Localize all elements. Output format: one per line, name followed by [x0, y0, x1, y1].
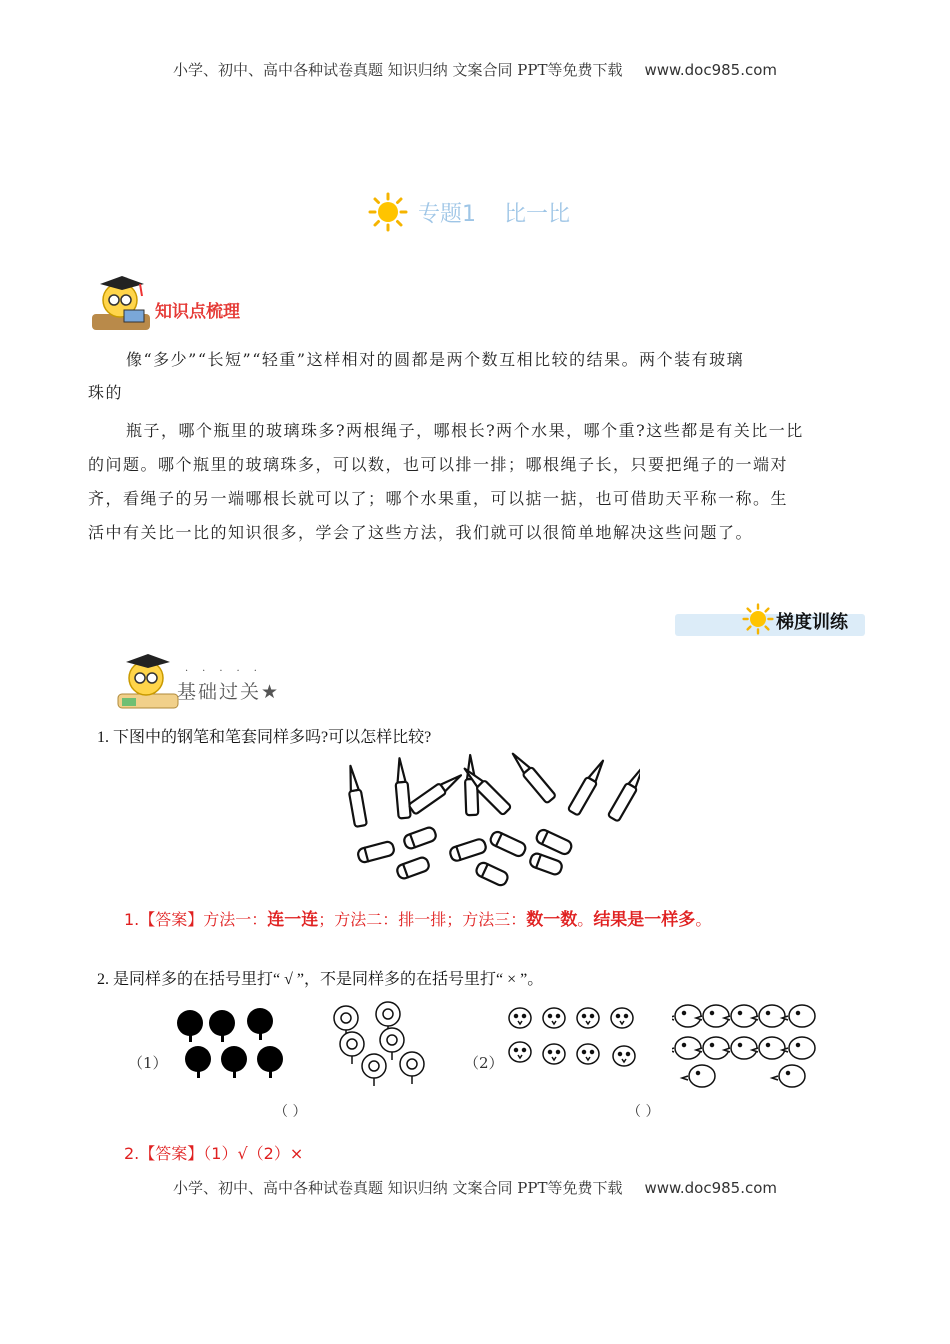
footer-url[interactable]: www.doc985.com: [644, 1179, 778, 1197]
page-header: [0, 59, 950, 80]
level-label: 基础过关★: [177, 681, 281, 703]
header-text: 小学、初中、高中各种试卷真题 知识归纳 文案合同 PPT等免费下载: [172, 61, 623, 79]
answer-1-end: 。: [695, 910, 712, 929]
mascot-reading-icon: [90, 270, 154, 334]
answer-1-mid2: 。: [577, 910, 594, 929]
black-trees-figure: [170, 1005, 290, 1085]
training-heading: 梯度训练: [776, 612, 848, 633]
item-2-label: （2）: [464, 1054, 504, 1072]
answer-2: 2.【答案】（1）√（2）×: [124, 1144, 304, 1163]
sun-small-icon: [742, 603, 774, 635]
header-url[interactable]: www.doc985.com: [644, 61, 778, 79]
footer-text: 小学、初中、高中各种试卷真题 知识归纳 文案合同 PPT等免费下载: [172, 1179, 623, 1197]
answer-blank-1[interactable]: （ ）: [274, 1104, 307, 1120]
ducks-figure: [672, 996, 824, 1092]
answer-1-method3: 数一数: [526, 910, 578, 930]
page-footer: [0, 1177, 950, 1198]
knowledge-line-5: 齐，看绳子的另一端哪根长就可以了；哪个水果重，可以掂一掂，也可借助天平称一称。生: [88, 489, 789, 508]
knowledge-line-4: 的问题。哪个瓶里的玻璃珠多，可以数，也可以排一排；哪根绳子长，只要把绳子的一端对: [88, 455, 789, 474]
answer-blank-2[interactable]: （ ）: [627, 1104, 660, 1120]
knowledge-line-1: 像“多少”“长短”“轻重”这样相对的圆都是两个数互相比较的结果。两个装有玻璃: [126, 350, 745, 369]
chicks-figure: [504, 1000, 644, 1080]
mascot-study-icon: [116, 648, 180, 712]
pens-and-caps-figure: [340, 752, 640, 887]
dots-decoration: ·····: [185, 666, 271, 677]
answer-1-method1: 连一连: [267, 910, 319, 930]
outline-trees-figure: [328, 1000, 438, 1090]
topic-name: 比一比: [504, 201, 571, 227]
answer-1-result: 结果是一样多: [593, 910, 696, 930]
topic-title: [368, 190, 570, 234]
knowledge-line-2: 珠的: [88, 383, 124, 402]
sun-icon: [368, 192, 408, 232]
item-1-label: （1）: [128, 1054, 168, 1072]
knowledge-heading: 知识点梳理: [155, 302, 240, 322]
answer-1-mid: ；方法二：排一排；方法三：: [318, 910, 527, 929]
answer-1-prefix: 1.【答案】方法一：: [124, 910, 268, 929]
question-2: 2. 是同样多的在括号里打“ √ ”，不是同样多的在括号里打“ × ”。: [97, 971, 544, 988]
knowledge-line-6: 活中有关比一比的知识很多，学会了这些方法，我们就可以很简单地解决这些问题了。: [88, 523, 754, 542]
question-1: 1. 下图中的钢笔和笔套同样多吗?可以怎样比较?: [97, 729, 432, 746]
knowledge-line-3: 瓶子，哪个瓶里的玻璃珠多?两根绳子，哪根长?两个水果，哪个重?这些都是有关比一比: [126, 421, 804, 440]
answer-1: [124, 905, 711, 930]
topic-number: 专题1: [418, 201, 476, 227]
